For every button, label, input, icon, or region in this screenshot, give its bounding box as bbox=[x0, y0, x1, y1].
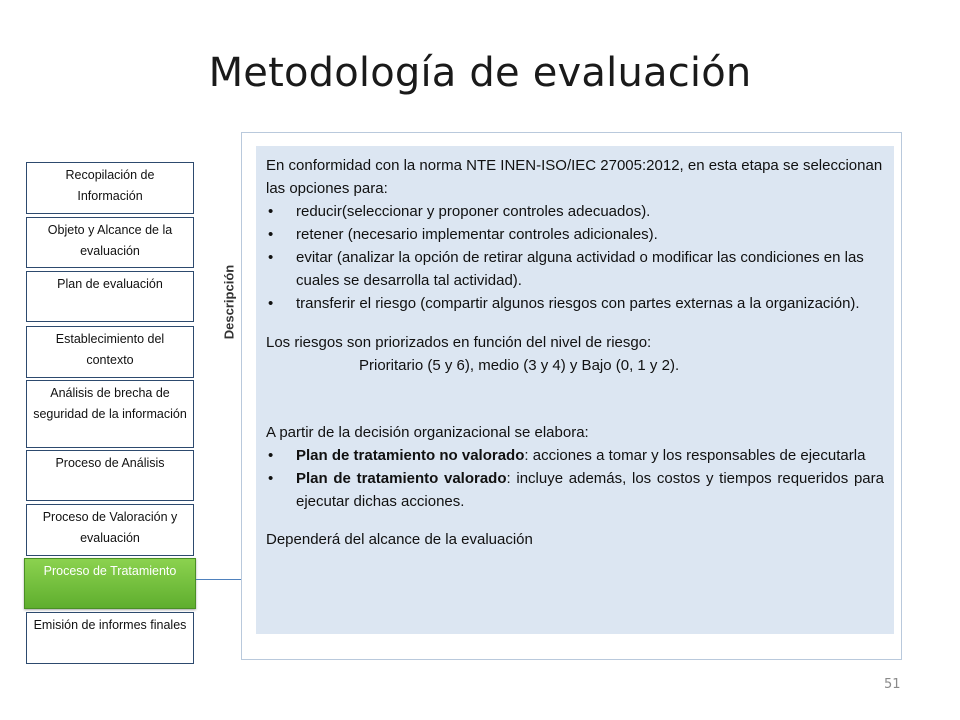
bullet-item bbox=[266, 292, 884, 315]
bullet-text: evitar (analizar la opción de retirar alguna actividad o modificar las condiciones en las cuales se desarrolla tal actividad). bbox=[296, 249, 864, 289]
spacer bbox=[266, 315, 884, 331]
plan-intro: A partir de la decisión organizacional se elabora: bbox=[266, 424, 589, 441]
bullet-icon: • bbox=[268, 470, 274, 487]
bullet-text: retener (necesario implementar controles adicionales). bbox=[296, 226, 658, 243]
bullet-item bbox=[266, 200, 884, 223]
bullet-item bbox=[266, 223, 884, 246]
plan-item bbox=[266, 467, 884, 513]
step-recopilacion: Recopilación de Información bbox=[26, 162, 194, 214]
bullet-item bbox=[266, 246, 884, 292]
bullet-text: reducir(seleccionar y proponer controles adecuados). bbox=[296, 203, 651, 220]
connector-line bbox=[196, 579, 242, 580]
step-emision-informes: Emisión de informes finales bbox=[26, 612, 194, 664]
plan-name: Plan de tratamiento no valorado bbox=[296, 447, 525, 464]
bullet-icon: • bbox=[268, 203, 274, 220]
spacer bbox=[266, 377, 884, 421]
step-proceso-analisis: Proceso de Análisis bbox=[26, 450, 194, 501]
bullet-icon: • bbox=[268, 295, 274, 312]
bullet-icon: • bbox=[268, 249, 274, 266]
page-number: 51 bbox=[884, 677, 901, 692]
plan-item bbox=[266, 444, 884, 467]
step-establecimiento-contexto: Establecimiento del contexto bbox=[26, 326, 194, 378]
description-content bbox=[256, 146, 894, 634]
plan-name: Plan de tratamiento valorado bbox=[296, 470, 507, 487]
bullet-text: transferir el riesgo (compartir algunos riesgos con partes externas a la organización). bbox=[296, 295, 860, 312]
plan-desc: : acciones a tomar y los responsables de ejecutarla bbox=[524, 447, 866, 464]
step-plan-evaluacion: Plan de evaluación bbox=[26, 271, 194, 322]
closing-text: Dependerá del alcance de la evaluación bbox=[266, 531, 533, 548]
bullet-icon: • bbox=[268, 447, 274, 464]
step-analisis-brecha: Análisis de brecha de seguridad de la información bbox=[26, 380, 194, 448]
slide-title: Metodología de evaluación bbox=[208, 50, 752, 96]
intro-text: En conformidad con la norma NTE INEN-ISO/IEC 27005:2012, en esta etapa se seleccionan las opciones para: bbox=[266, 157, 883, 197]
plan-desc: : incluye además, los costos y tiempos requeridos para ejecutar dichas acciones. bbox=[296, 470, 884, 510]
step-objeto-alcance: Objeto y Alcance de la evaluación bbox=[26, 217, 194, 268]
step-proceso-valoracion: Proceso de Valoración y evaluación bbox=[26, 504, 194, 556]
priority-levels: Prioritario (5 y 6), medio (3 y 4) y Bajo (0, 1 y 2). bbox=[359, 357, 680, 374]
priority-intro: Los riesgos son priorizados en función del nivel de riesgo: bbox=[266, 334, 652, 351]
spacer bbox=[266, 513, 884, 528]
description-vertical-label: Descripción bbox=[221, 264, 237, 340]
step-proceso-tratamiento: Proceso de Tratamiento bbox=[24, 558, 196, 609]
bullet-icon: • bbox=[268, 226, 274, 243]
